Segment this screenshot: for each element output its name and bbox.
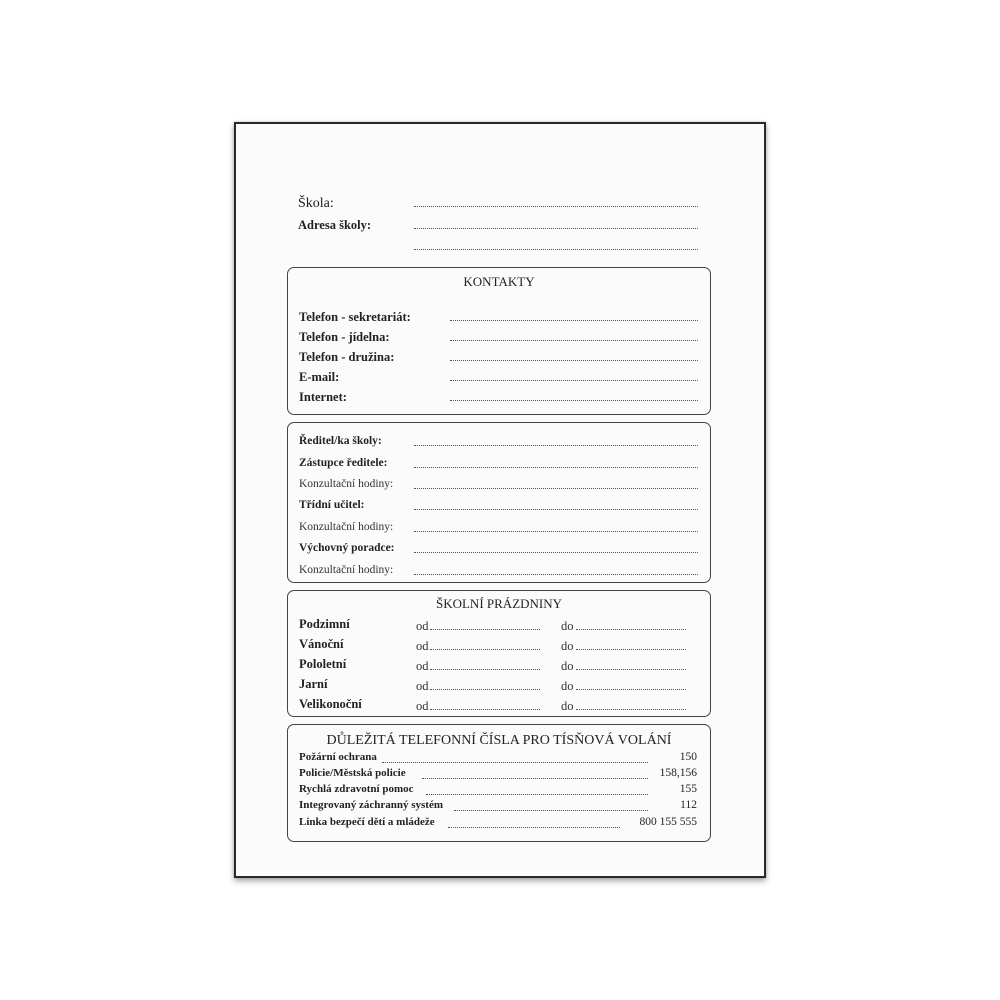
holiday-to-label: do [561,639,574,653]
emergency-number-ambulance: 155 [679,783,697,795]
emergency-number-police: 158,156 [659,767,697,779]
contact-field-phone-club[interactable] [450,358,698,361]
contact-field-phone-canteen[interactable] [450,338,698,341]
holiday-from-label: od [416,699,429,713]
staff-label-hours-1: Konzultační hodiny: [299,478,394,490]
holiday-from-field-autumn[interactable] [430,627,540,630]
staff-field-hours-3[interactable] [414,572,698,575]
contact-label-internet: Internet: [299,390,347,404]
holiday-label-semester: Pololetní [299,657,347,671]
holiday-to-field-easter[interactable] [576,707,686,710]
holiday-from-field-semester[interactable] [430,667,540,670]
holidays-title: ŠKOLNÍ PRÁZDNINY [435,596,563,611]
emergency-title: DŮLEŽITÁ TELEFONNÍ ČÍSLA PRO TÍSŇOVÁ VOLÁNÍ [326,733,672,748]
emergency-leader-fire [382,760,648,763]
school-address-label: Adresa školy: [298,218,372,232]
holiday-from-field-easter[interactable] [430,707,540,710]
holiday-from-field-christmas[interactable] [430,647,540,650]
holiday-from-label: od [416,679,429,693]
holiday-from-label: od [416,619,429,633]
emergency-label-fire: Požární ochrana [299,751,377,763]
holiday-to-label: do [561,659,574,673]
emergency-leader-childline [448,825,620,828]
holiday-to-label: do [561,619,574,633]
school-label: Škola: [298,196,334,211]
holiday-to-label: do [561,679,574,693]
holiday-from-field-spring[interactable] [430,687,540,690]
contact-label-phone-club: Telefon - družina: [299,350,395,364]
staff-field-principal[interactable] [414,443,698,446]
holiday-label-spring: Jarní [299,677,328,691]
staff-label-counselor: Výchovný poradce: [299,542,395,554]
staff-field-counselor[interactable] [414,550,698,553]
staff-field-deputy[interactable] [414,465,698,468]
contact-field-internet[interactable] [450,398,698,401]
holiday-label-autumn: Podzimní [299,617,350,631]
emergency-box [287,724,711,842]
emergency-leader-ambulance [426,792,648,795]
school-address-field[interactable] [414,226,698,229]
contacts-title: KONTAKTY [463,274,535,289]
form-page [234,122,766,878]
emergency-number-childline: 800 155 555 [639,816,697,828]
emergency-label-childline: Linka bezpečí dětí a mládeže [299,816,435,828]
holiday-to-field-spring[interactable] [576,687,686,690]
holiday-label-easter: Velikonoční [299,697,362,711]
contact-label-phone-canteen: Telefon - jídelna: [299,330,390,344]
holiday-to-label: do [561,699,574,713]
emergency-leader-rescue [454,808,648,811]
emergency-number-fire: 150 [679,751,697,763]
school-field[interactable] [414,204,698,207]
staff-label-hours-3: Konzultační hodiny: [299,564,394,576]
holiday-label-christmas: Vánoční [299,637,344,651]
emergency-label-ambulance: Rychlá zdravotní pomoc [299,783,414,795]
staff-field-hours-1[interactable] [414,486,698,489]
staff-label-principal: Ředitel/ka školy: [299,435,382,447]
holiday-to-field-christmas[interactable] [576,647,686,650]
contact-label-email: E-mail: [299,370,340,384]
staff-field-class-teacher[interactable] [414,507,698,510]
emergency-leader-police [422,776,648,779]
contact-field-email[interactable] [450,378,698,381]
staff-field-hours-2[interactable] [414,529,698,532]
staff-label-hours-2: Konzultační hodiny: [299,521,394,533]
staff-label-class-teacher: Třídní učitel: [299,499,365,511]
emergency-number-rescue: 112 [680,799,697,811]
holiday-from-label: od [416,659,429,673]
emergency-label-police: Policie/Městská policie [299,767,406,779]
contacts-box [287,267,711,415]
holidays-box [287,590,711,717]
staff-box [287,422,711,583]
school-address-field-2[interactable] [414,247,698,250]
emergency-label-rescue: Integrovaný záchranný systém [299,799,444,811]
holiday-to-field-semester[interactable] [576,667,686,670]
staff-label-deputy: Zástupce ředitele: [299,457,388,469]
holiday-to-field-autumn[interactable] [576,627,686,630]
holiday-from-label: od [416,639,429,653]
contact-field-phone-office[interactable] [450,318,698,321]
contact-label-phone-office: Telefon - sekretariát: [299,310,411,324]
